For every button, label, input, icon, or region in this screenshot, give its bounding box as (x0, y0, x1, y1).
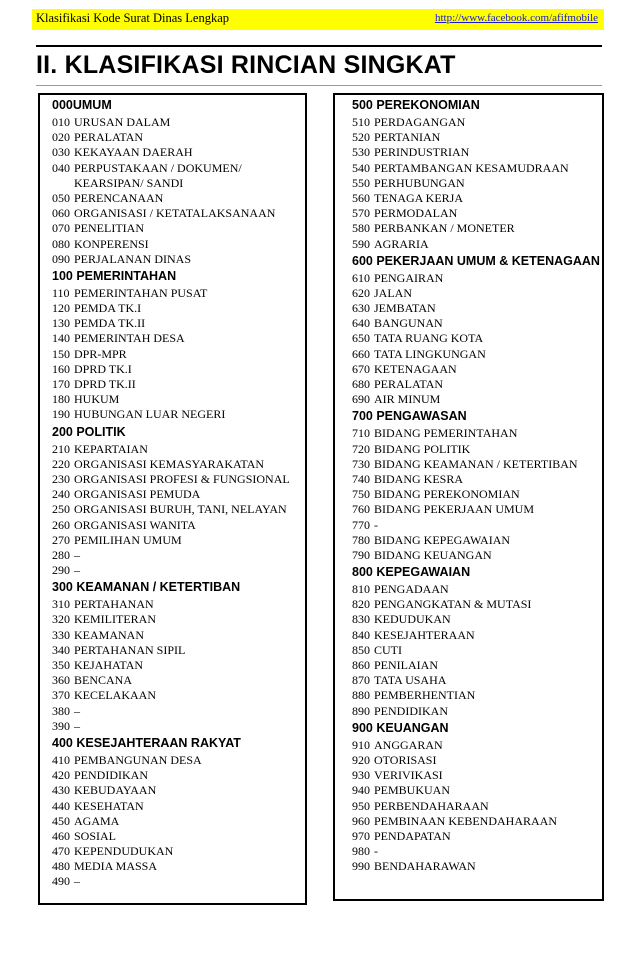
classification-item (352, 347, 600, 362)
classification-code: 340 (52, 642, 70, 657)
classification-item (352, 331, 600, 346)
classification-item (352, 658, 600, 673)
classification-item (52, 286, 302, 301)
classification-item (352, 844, 600, 859)
classification-item (352, 237, 600, 252)
classification-code: 070 (52, 221, 70, 236)
classification-item (352, 548, 600, 563)
classification-item (52, 237, 302, 252)
classification-item (52, 859, 302, 874)
classification-code: 460 (52, 828, 70, 843)
classification-item (52, 502, 302, 517)
classification-code: 990 (352, 859, 370, 874)
classification-label: CUTI (374, 642, 402, 657)
classification-label: PERBANKAN / MONETER (374, 221, 515, 236)
classification-item (352, 145, 600, 160)
classification-code: 620 (352, 285, 370, 300)
classification-label: PERDAGANGAN (374, 115, 466, 129)
classification-code: 490 (52, 874, 70, 889)
classification-item (352, 673, 600, 688)
classification-item (352, 286, 600, 301)
classification-item (352, 426, 600, 441)
classification-item (352, 487, 600, 502)
classification-item (352, 783, 600, 798)
classification-label: AGAMA (74, 813, 120, 828)
left-classification-column (52, 96, 302, 890)
classification-item (352, 738, 600, 753)
classification-label: - (374, 844, 378, 859)
classification-code: 690 (352, 392, 370, 407)
classification-item (52, 377, 302, 392)
classification-item (352, 628, 600, 643)
classification-label: AIR MINUM (374, 392, 441, 407)
classification-code: 150 (52, 346, 70, 361)
classification-code: 360 (52, 673, 70, 688)
classification-label: PEMDA TK.I (74, 301, 142, 316)
classification-label: PERPUSTAKAAN / DOKUMEN/ (74, 160, 242, 175)
classification-item (52, 533, 302, 548)
classification-label: ORGANISASI / KETATALAKSANAAN (74, 206, 276, 221)
classification-code: 910 (352, 737, 370, 752)
classification-label: KEPARTAIAN (74, 441, 148, 456)
classification-code: 590 (352, 236, 370, 251)
classification-label: PEMDA TK.II (74, 316, 146, 331)
classification-code: 640 (352, 316, 370, 331)
classification-label: PENGAIRAN (374, 270, 444, 285)
classification-label: ORGANISASI BURUH, TANI, NELAYAN (74, 502, 287, 517)
document-header-bar (32, 9, 604, 30)
classification-label: PERTAHANAN SIPIL (74, 642, 186, 657)
classification-code: 190 (52, 407, 70, 422)
section-title: 300 KEAMANAN / KETERTIBAN (52, 580, 241, 595)
classification-code: 040 (52, 160, 70, 175)
classification-label: OTORISASI (374, 752, 437, 767)
classification-label: BIDANG KEPEGAWAIAN (374, 532, 511, 547)
classification-item (52, 115, 302, 130)
classification-item (352, 457, 600, 472)
classification-label: SOSIAL (74, 828, 117, 843)
classification-code: 660 (352, 346, 370, 361)
classification-label: KEJAHATAN (74, 658, 144, 672)
section-title: 200 POLITIK (52, 424, 126, 439)
classification-code: 880 (352, 688, 370, 703)
classification-label: BIDANG PEREKONOMIAN (374, 487, 520, 502)
classification-label: ORGANISASI WANITA (74, 517, 196, 532)
classification-code: 940 (352, 783, 370, 798)
classification-label: PERENCANAAN (74, 190, 164, 205)
classification-label: PERINDUSTRIAN (374, 145, 470, 160)
classification-item (52, 768, 302, 783)
classification-code: 210 (52, 441, 70, 456)
classification-code: 270 (52, 532, 70, 547)
section-title: 800 KEPEGAWAIAN (352, 565, 471, 580)
section-title: 500 PEREKONOMIAN (352, 98, 480, 112)
classification-code: 230 (52, 471, 70, 486)
classification-label: JALAN (374, 285, 412, 300)
title-underline (36, 85, 602, 86)
classification-item (52, 221, 302, 236)
classification-code: 970 (352, 828, 370, 843)
classification-label: PENELITIAN (74, 221, 144, 236)
classification-label: PENDIDIKAN (74, 768, 148, 783)
section-title: 900 KEUANGAN (352, 720, 449, 735)
classification-item (352, 377, 600, 392)
classification-item (52, 316, 302, 331)
classification-label: PENILAIAN (374, 658, 438, 672)
classification-code: 450 (52, 813, 70, 828)
classification-item (352, 753, 600, 768)
classification-code: 560 (352, 190, 370, 205)
classification-code: 480 (52, 859, 70, 874)
classification-item (52, 719, 302, 734)
classification-label: PERALATAN (74, 130, 144, 145)
classification-code: 280 (52, 547, 70, 562)
classification-item (52, 301, 302, 316)
classification-label: BIDANG KEUANGAN (374, 547, 492, 562)
classification-code: 740 (352, 471, 370, 486)
classification-code: 630 (352, 301, 370, 316)
classification-label: PEMBUKUAN (374, 783, 451, 798)
classification-label: BANGUNAN (374, 316, 443, 331)
classification-code: 350 (52, 658, 70, 672)
classification-item (52, 643, 302, 658)
classification-label: PERALATAN (374, 377, 444, 391)
classification-label: - (374, 517, 378, 532)
classification-code: 610 (352, 270, 370, 285)
classification-item (352, 704, 600, 719)
classification-item (352, 859, 600, 874)
section-title: 600 PEKERJAAN UMUM & KETENAGAAN (352, 253, 600, 268)
classification-item (52, 176, 302, 191)
classification-item (52, 688, 302, 703)
classification-label: TATA USAHA (374, 673, 447, 688)
classification-item (352, 191, 600, 206)
classification-code: 670 (352, 361, 370, 376)
classification-item (352, 612, 600, 627)
classification-item (52, 799, 302, 814)
classification-label: TENAGA KERJA (374, 190, 463, 205)
classification-label: – (74, 718, 80, 733)
classification-item (352, 130, 600, 145)
classification-code: 790 (352, 547, 370, 562)
classification-item (352, 533, 600, 548)
classification-code: 730 (352, 456, 370, 471)
classification-code: 830 (352, 612, 370, 627)
classification-code: 530 (352, 145, 370, 160)
classification-label: PENGADAAN (374, 582, 449, 597)
classification-item (52, 191, 302, 206)
header-divider (36, 45, 602, 47)
classification-code: 120 (52, 301, 70, 316)
right-classification-column (352, 96, 600, 874)
classification-item (352, 442, 600, 457)
classification-code: 410 (52, 752, 70, 767)
classification-item (52, 814, 302, 829)
classification-item (352, 206, 600, 221)
classification-item (52, 407, 302, 422)
classification-label: JEMBATAN (374, 301, 436, 316)
classification-label: – (74, 703, 80, 718)
classification-label: PEMILIHAN UMUM (74, 532, 182, 547)
classification-label: BENCANA (74, 673, 133, 688)
classification-code: 760 (352, 502, 370, 517)
classification-code: 240 (52, 487, 70, 502)
classification-label: KESEJAHTERAAN (374, 627, 475, 642)
section-title: 000UMUM (52, 98, 112, 112)
classification-item (52, 829, 302, 844)
classification-item (352, 472, 600, 487)
classification-code: 960 (352, 813, 370, 828)
classification-item (52, 628, 302, 643)
classification-code: 810 (352, 582, 370, 597)
classification-item (52, 518, 302, 533)
classification-item (352, 799, 600, 814)
classification-code: 540 (352, 160, 370, 175)
classification-item (52, 753, 302, 768)
classification-code: 780 (352, 532, 370, 547)
classification-item (52, 130, 302, 145)
classification-item (52, 844, 302, 859)
classification-item (52, 347, 302, 362)
classification-label: KESEHATAN (74, 798, 144, 813)
classification-item (52, 612, 302, 627)
classification-code: 580 (352, 221, 370, 236)
classification-label: PERTAMBANGAN KESAMUDRAAN (374, 160, 569, 175)
classification-label: KECELAKAAN (74, 688, 156, 703)
classification-item (52, 783, 302, 798)
classification-label: KEBUDAYAAN (74, 783, 157, 798)
classification-label: PEMBANGUNAN DESA (74, 752, 202, 767)
classification-item (52, 563, 302, 578)
document-header-title: Klasifikasi Kode Surat Dinas Lengkap (36, 11, 230, 25)
classification-label: PEMBINAAN KEBENDAHARAAN (374, 813, 557, 828)
classification-item (52, 874, 302, 889)
classification-item (352, 176, 600, 191)
classification-item (352, 518, 600, 533)
classification-item (52, 704, 302, 719)
classification-label: TATA RUANG KOTA (374, 331, 484, 346)
classification-item (352, 768, 600, 783)
classification-code: 710 (352, 426, 370, 441)
classification-code: 750 (352, 487, 370, 502)
classification-item (52, 161, 302, 176)
classification-code: 850 (352, 642, 370, 657)
classification-code: 570 (352, 206, 370, 221)
classification-label: PEMERINTAHAN PUSAT (74, 285, 208, 300)
classification-label: VERIVIKASI (374, 768, 443, 783)
classification-code: 930 (352, 768, 370, 783)
classification-code: 320 (52, 612, 70, 627)
classification-item (52, 442, 302, 457)
classification-label: ORGANISASI KEMASYARAKATAN (74, 456, 265, 471)
classification-item (352, 161, 600, 176)
classification-item (352, 316, 600, 331)
section-title: 100 PEMERINTAHAN (52, 268, 177, 283)
classification-code: 950 (352, 798, 370, 813)
classification-code: 820 (352, 597, 370, 612)
classification-code: 650 (352, 331, 370, 346)
section-title: 400 KESEJAHTERAAN RAKYAT (52, 735, 241, 750)
classification-code: 260 (52, 517, 70, 532)
classification-code: 110 (52, 285, 70, 300)
facebook-link[interactable]: http://www.facebook.com/afifmobile (434, 12, 598, 24)
classification-label: DPR-MPR (74, 346, 127, 361)
classification-item (52, 597, 302, 612)
classification-item (352, 597, 600, 612)
classification-code: 510 (352, 115, 370, 129)
classification-code: 140 (52, 331, 70, 346)
classification-code: 430 (52, 783, 70, 798)
classification-label: KEKAYAAN DAERAH (74, 145, 193, 160)
classification-label: BIDANG KESRA (374, 471, 464, 486)
classification-code: 030 (52, 145, 70, 160)
classification-code: 470 (52, 844, 70, 859)
classification-code: 860 (352, 658, 370, 672)
classification-code: 840 (352, 627, 370, 642)
classification-item (352, 392, 600, 407)
classification-code: 520 (352, 130, 370, 145)
classification-label: BIDANG PEKERJAAN UMUM (374, 502, 535, 517)
classification-label: BIDANG PEMERINTAHAN (374, 426, 518, 441)
classification-item (52, 392, 302, 407)
classification-code: 080 (52, 236, 70, 251)
classification-label: PERTANIAN (374, 130, 441, 145)
classification-label: AGRARIA (374, 236, 429, 251)
classification-label: KEAMANAN (74, 627, 144, 642)
classification-label: PEMERINTAH DESA (74, 331, 185, 346)
classification-code: 870 (352, 673, 370, 688)
classification-code: 060 (52, 206, 70, 221)
classification-code: 330 (52, 627, 70, 642)
classification-code: 980 (352, 844, 370, 859)
classification-label: BIDANG KEAMANAN / KETERTIBAN (374, 456, 578, 471)
classification-label: PENDAPATAN (374, 828, 451, 843)
classification-item (352, 115, 600, 130)
classification-item (352, 814, 600, 829)
classification-item (52, 548, 302, 563)
classification-item (352, 221, 600, 236)
classification-item (352, 502, 600, 517)
classification-label: URUSAN DALAM (74, 115, 171, 129)
classification-code: 770 (352, 517, 370, 532)
classification-label: PERBENDAHARAAN (374, 798, 489, 813)
classification-label: KEPENDUDUKAN (74, 844, 174, 859)
classification-label: PENGANGKATAN & MUTASI (374, 597, 532, 612)
classification-label: – (74, 547, 80, 562)
classification-label: – (74, 563, 80, 578)
classification-label: KEMILITERAN (74, 612, 156, 627)
classification-label: KONPERENSI (74, 236, 149, 251)
classification-code: 550 (352, 175, 370, 190)
classification-item (52, 673, 302, 688)
classification-item (52, 252, 302, 267)
classification-code: 180 (52, 392, 70, 407)
classification-label: PEMBERHENTIAN (374, 688, 476, 703)
classification-code: 130 (52, 316, 70, 331)
classification-label: BENDAHARAWAN (374, 859, 476, 874)
classification-label: ORGANISASI PEMUDA (74, 487, 201, 502)
classification-label: DPRD TK.II (74, 377, 136, 391)
classification-code: 420 (52, 768, 70, 783)
classification-code: 160 (52, 361, 70, 376)
classification-code: 380 (52, 703, 70, 718)
classification-label: TATA LINGKUNGAN (374, 346, 486, 361)
classification-label: PERJALANAN DINAS (74, 251, 192, 266)
classification-label: PERTAHANAN (74, 597, 154, 612)
section-title: 700 PENGAWASAN (352, 409, 467, 424)
classification-item (52, 206, 302, 221)
classification-code: 090 (52, 251, 70, 266)
classification-item (352, 582, 600, 597)
classification-label: ORGANISASI PROFESI & FUNGSIONAL (74, 471, 290, 486)
page-title: II. KLASIFIKASI RINCIAN SINGKAT (36, 51, 456, 79)
classification-code: 890 (352, 703, 370, 718)
classification-item (352, 301, 600, 316)
classification-code: 220 (52, 456, 70, 471)
classification-item (52, 472, 302, 487)
classification-code: 290 (52, 563, 70, 578)
classification-label: KETENAGAAN (374, 361, 457, 376)
classification-code: 010 (52, 115, 70, 129)
classification-item (52, 331, 302, 346)
classification-item (52, 145, 302, 160)
classification-item (52, 362, 302, 377)
classification-code: 720 (352, 441, 370, 456)
classification-label: PENDIDIKAN (374, 703, 448, 718)
classification-item (352, 271, 600, 286)
classification-label: HUKUM (74, 392, 120, 407)
classification-code: 310 (52, 597, 70, 612)
classification-item (52, 658, 302, 673)
classification-label: PERMODALAN (374, 206, 458, 221)
classification-item (352, 688, 600, 703)
classification-code: 020 (52, 130, 70, 145)
classification-code: 920 (352, 752, 370, 767)
classification-code: 170 (52, 377, 70, 391)
classification-label: DPRD TK.I (74, 361, 132, 376)
classification-item (52, 457, 302, 472)
classification-item (352, 829, 600, 844)
classification-label: ANGGARAN (374, 737, 443, 752)
classification-code: 250 (52, 502, 70, 517)
classification-label: KEARSIPAN/ SANDI (74, 175, 184, 190)
classification-code: 050 (52, 190, 70, 205)
classification-item (352, 362, 600, 377)
classification-label: – (74, 874, 80, 889)
classification-label: MEDIA MASSA (74, 859, 158, 874)
classification-label: KEDUDUKAN (374, 612, 451, 627)
classification-code: 390 (52, 718, 70, 733)
classification-label: HUBUNGAN LUAR NEGERI (74, 407, 226, 422)
classification-code: 440 (52, 798, 70, 813)
classification-item (52, 487, 302, 502)
classification-item (352, 643, 600, 658)
classification-label: PERHUBUNGAN (374, 175, 465, 190)
classification-code: 680 (352, 377, 370, 391)
classification-code: 370 (52, 688, 70, 703)
classification-label: BIDANG POLITIK (374, 441, 471, 456)
